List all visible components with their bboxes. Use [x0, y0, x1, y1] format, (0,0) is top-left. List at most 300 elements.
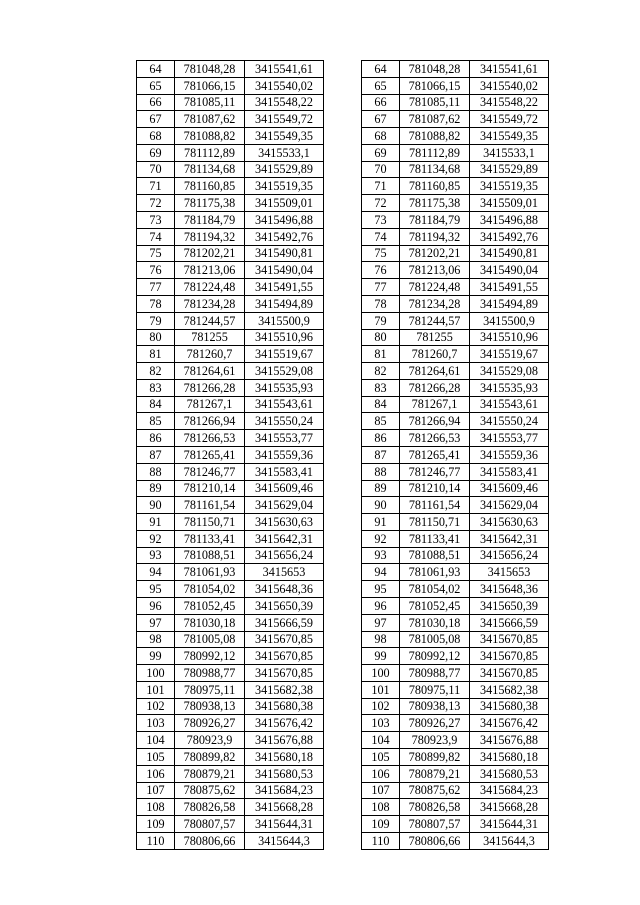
x-coordinate-cell: 781194,32	[175, 228, 245, 245]
x-coordinate-cell: 781048,28	[400, 61, 470, 78]
x-coordinate-cell: 781030,18	[400, 614, 470, 631]
x-coordinate-cell: 781052,45	[175, 598, 245, 615]
y-coordinate-cell: 3415509,01	[470, 195, 549, 212]
table-row	[137, 279, 324, 296]
y-coordinate-cell: 3415529,89	[470, 161, 549, 178]
point-number-cell: 74	[362, 228, 400, 245]
y-coordinate-cell: 3415656,24	[245, 547, 324, 564]
table-row	[362, 396, 549, 413]
point-number-cell: 110	[137, 832, 175, 849]
table-row	[362, 446, 549, 463]
point-number-cell: 87	[137, 446, 175, 463]
y-coordinate-cell: 3415533,1	[470, 144, 549, 161]
table-row	[137, 497, 324, 514]
point-number-cell: 103	[362, 715, 400, 732]
x-coordinate-cell: 780875,62	[175, 782, 245, 799]
x-coordinate-cell: 780975,11	[400, 681, 470, 698]
table-row	[362, 698, 549, 715]
y-coordinate-cell: 3415666,59	[470, 614, 549, 631]
table-row	[137, 312, 324, 329]
x-coordinate-cell: 780992,12	[175, 648, 245, 665]
table-row	[362, 514, 549, 531]
x-coordinate-cell: 780988,77	[175, 665, 245, 682]
table-row	[137, 128, 324, 145]
point-number-cell: 65	[137, 77, 175, 94]
y-coordinate-cell: 3415670,85	[470, 648, 549, 665]
y-coordinate-cell: 3415583,41	[245, 463, 324, 480]
coordinates-table-right	[361, 60, 549, 850]
x-coordinate-cell: 781160,85	[400, 178, 470, 195]
y-coordinate-cell: 3415676,42	[245, 715, 324, 732]
y-coordinate-cell: 3415519,35	[470, 178, 549, 195]
point-number-cell: 78	[137, 295, 175, 312]
point-number-cell: 100	[137, 665, 175, 682]
y-coordinate-cell: 3415629,04	[245, 497, 324, 514]
y-coordinate-cell: 3415541,61	[245, 61, 324, 78]
table-row	[362, 245, 549, 262]
x-coordinate-cell: 781085,11	[400, 94, 470, 111]
point-number-cell: 87	[362, 446, 400, 463]
x-coordinate-cell: 780826,58	[400, 799, 470, 816]
table-row	[137, 262, 324, 279]
x-coordinate-cell: 781224,48	[175, 279, 245, 296]
x-coordinate-cell: 781266,94	[400, 413, 470, 430]
x-coordinate-cell: 780938,13	[175, 698, 245, 715]
x-coordinate-cell: 781266,28	[175, 379, 245, 396]
point-number-cell: 71	[362, 178, 400, 195]
table-row	[137, 581, 324, 598]
y-coordinate-cell: 3415680,38	[470, 698, 549, 715]
table-row	[362, 212, 549, 229]
x-coordinate-cell: 781260,7	[400, 346, 470, 363]
point-number-cell: 107	[362, 782, 400, 799]
table-row	[362, 77, 549, 94]
x-coordinate-cell: 781133,41	[400, 530, 470, 547]
y-coordinate-cell: 3415684,23	[245, 782, 324, 799]
point-number-cell: 79	[362, 312, 400, 329]
point-number-cell: 108	[137, 799, 175, 816]
point-number-cell: 92	[137, 530, 175, 547]
table-row	[137, 782, 324, 799]
y-coordinate-cell: 3415670,85	[245, 665, 324, 682]
table-row	[362, 379, 549, 396]
x-coordinate-cell: 781088,82	[400, 128, 470, 145]
point-number-cell: 77	[137, 279, 175, 296]
point-number-cell: 92	[362, 530, 400, 547]
point-number-cell: 94	[362, 564, 400, 581]
y-coordinate-cell: 3415629,04	[470, 497, 549, 514]
table-row	[362, 732, 549, 749]
y-coordinate-cell: 3415670,85	[245, 648, 324, 665]
table-row	[362, 346, 549, 363]
y-coordinate-cell: 3415540,02	[470, 77, 549, 94]
x-coordinate-cell: 781213,06	[400, 262, 470, 279]
point-number-cell: 88	[362, 463, 400, 480]
point-number-cell: 78	[362, 295, 400, 312]
y-coordinate-cell: 3415510,96	[245, 329, 324, 346]
y-coordinate-cell: 3415559,36	[245, 446, 324, 463]
table-row	[137, 698, 324, 715]
y-coordinate-cell: 3415648,36	[470, 581, 549, 598]
table-row	[362, 681, 549, 698]
table-row	[362, 665, 549, 682]
point-number-cell: 70	[137, 161, 175, 178]
point-number-cell: 84	[137, 396, 175, 413]
point-number-cell: 73	[362, 212, 400, 229]
y-coordinate-cell: 3415490,04	[470, 262, 549, 279]
x-coordinate-cell: 781054,02	[400, 581, 470, 598]
x-coordinate-cell: 780975,11	[175, 681, 245, 698]
table-row	[137, 212, 324, 229]
y-coordinate-cell: 3415500,9	[470, 312, 549, 329]
x-coordinate-cell: 780807,57	[400, 816, 470, 833]
table-row	[362, 497, 549, 514]
y-coordinate-cell: 3415529,89	[245, 161, 324, 178]
point-number-cell: 96	[362, 598, 400, 615]
point-number-cell: 86	[137, 430, 175, 447]
table-row	[137, 363, 324, 380]
y-coordinate-cell: 3415680,53	[470, 765, 549, 782]
y-coordinate-cell: 3415549,72	[245, 111, 324, 128]
x-coordinate-cell: 781255	[400, 329, 470, 346]
table-row	[137, 799, 324, 816]
point-number-cell: 71	[137, 178, 175, 195]
x-coordinate-cell: 781265,41	[400, 446, 470, 463]
point-number-cell: 81	[137, 346, 175, 363]
table-row	[137, 598, 324, 615]
table-row	[362, 631, 549, 648]
y-coordinate-cell: 3415491,55	[470, 279, 549, 296]
point-number-cell: 106	[362, 765, 400, 782]
x-coordinate-cell: 780988,77	[400, 665, 470, 682]
x-coordinate-cell: 781134,68	[175, 161, 245, 178]
y-coordinate-cell: 3415680,18	[245, 749, 324, 766]
point-number-cell: 73	[137, 212, 175, 229]
y-coordinate-cell: 3415549,35	[245, 128, 324, 145]
table-row	[137, 413, 324, 430]
point-number-cell: 68	[362, 128, 400, 145]
table-row	[362, 329, 549, 346]
table-row	[362, 782, 549, 799]
table-row	[362, 564, 549, 581]
table-row	[137, 514, 324, 531]
table-row	[137, 446, 324, 463]
table-row	[362, 144, 549, 161]
y-coordinate-cell: 3415656,24	[470, 547, 549, 564]
x-coordinate-cell: 781264,61	[175, 363, 245, 380]
y-coordinate-cell: 3415519,67	[470, 346, 549, 363]
table-row	[362, 765, 549, 782]
x-coordinate-cell: 781134,68	[400, 161, 470, 178]
y-coordinate-cell: 3415682,38	[470, 681, 549, 698]
x-coordinate-cell: 781061,93	[400, 564, 470, 581]
y-coordinate-cell: 3415549,35	[470, 128, 549, 145]
point-number-cell: 108	[362, 799, 400, 816]
x-coordinate-cell: 780938,13	[400, 698, 470, 715]
x-coordinate-cell: 781184,79	[400, 212, 470, 229]
table-row	[137, 614, 324, 631]
point-number-cell: 64	[362, 61, 400, 78]
y-coordinate-cell: 3415644,31	[470, 816, 549, 833]
x-coordinate-cell: 781210,14	[400, 480, 470, 497]
y-coordinate-cell: 3415550,24	[470, 413, 549, 430]
x-coordinate-cell: 781112,89	[400, 144, 470, 161]
y-coordinate-cell: 3415559,36	[470, 446, 549, 463]
table-row	[362, 648, 549, 665]
y-coordinate-cell: 3415533,1	[245, 144, 324, 161]
table-row	[137, 61, 324, 78]
x-coordinate-cell: 781246,77	[400, 463, 470, 480]
y-coordinate-cell: 3415496,88	[245, 212, 324, 229]
point-number-cell: 97	[137, 614, 175, 631]
point-number-cell: 85	[362, 413, 400, 430]
point-number-cell: 110	[362, 832, 400, 849]
x-coordinate-cell: 781161,54	[175, 497, 245, 514]
x-coordinate-cell: 781005,08	[175, 631, 245, 648]
y-coordinate-cell: 3415630,63	[245, 514, 324, 531]
y-coordinate-cell: 3415670,85	[245, 631, 324, 648]
table-row	[362, 295, 549, 312]
table-row	[362, 111, 549, 128]
y-coordinate-cell: 3415684,23	[470, 782, 549, 799]
y-coordinate-cell: 3415509,01	[245, 195, 324, 212]
point-number-cell: 75	[362, 245, 400, 262]
table-row	[137, 346, 324, 363]
table-row	[362, 480, 549, 497]
table-row	[362, 413, 549, 430]
point-number-cell: 76	[137, 262, 175, 279]
y-coordinate-cell: 3415494,89	[245, 295, 324, 312]
table-row	[362, 799, 549, 816]
table-row	[137, 765, 324, 782]
y-coordinate-cell: 3415548,22	[245, 94, 324, 111]
x-coordinate-cell: 781088,51	[400, 547, 470, 564]
y-coordinate-cell: 3415494,89	[470, 295, 549, 312]
x-coordinate-cell: 781112,89	[175, 144, 245, 161]
y-coordinate-cell: 3415529,08	[245, 363, 324, 380]
y-coordinate-cell: 3415543,61	[245, 396, 324, 413]
y-coordinate-cell: 3415490,81	[470, 245, 549, 262]
y-coordinate-cell: 3415668,28	[470, 799, 549, 816]
x-coordinate-cell: 780875,62	[400, 782, 470, 799]
x-coordinate-cell: 781266,53	[400, 430, 470, 447]
y-coordinate-cell: 3415609,46	[470, 480, 549, 497]
y-coordinate-cell: 3415680,18	[470, 749, 549, 766]
y-coordinate-cell: 3415644,31	[245, 816, 324, 833]
table-row	[362, 832, 549, 849]
point-number-cell: 106	[137, 765, 175, 782]
table-row	[362, 279, 549, 296]
table-row	[362, 228, 549, 245]
table-row	[362, 61, 549, 78]
table-row	[362, 128, 549, 145]
table-row	[137, 530, 324, 547]
point-number-cell: 95	[362, 581, 400, 598]
point-number-cell: 80	[137, 329, 175, 346]
table-row	[137, 681, 324, 698]
point-number-cell: 85	[137, 413, 175, 430]
table-row	[362, 178, 549, 195]
point-number-cell: 91	[362, 514, 400, 531]
x-coordinate-cell: 780926,27	[175, 715, 245, 732]
point-number-cell: 109	[137, 816, 175, 833]
point-number-cell: 69	[362, 144, 400, 161]
y-coordinate-cell: 3415676,88	[245, 732, 324, 749]
point-number-cell: 84	[362, 396, 400, 413]
point-number-cell: 93	[137, 547, 175, 564]
table-row	[137, 547, 324, 564]
y-coordinate-cell: 3415670,85	[470, 631, 549, 648]
y-coordinate-cell: 3415680,53	[245, 765, 324, 782]
table-row	[137, 396, 324, 413]
y-coordinate-cell: 3415535,93	[245, 379, 324, 396]
table-row	[362, 161, 549, 178]
table-row	[137, 480, 324, 497]
y-coordinate-cell: 3415492,76	[470, 228, 549, 245]
x-coordinate-cell: 780806,66	[400, 832, 470, 849]
x-coordinate-cell: 780879,21	[400, 765, 470, 782]
x-coordinate-cell: 781266,94	[175, 413, 245, 430]
table-row	[137, 379, 324, 396]
y-coordinate-cell: 3415680,38	[245, 698, 324, 715]
y-coordinate-cell: 3415543,61	[470, 396, 549, 413]
point-number-cell: 72	[362, 195, 400, 212]
point-number-cell: 68	[137, 128, 175, 145]
x-coordinate-cell: 780879,21	[175, 765, 245, 782]
x-coordinate-cell: 781234,28	[400, 295, 470, 312]
point-number-cell: 89	[137, 480, 175, 497]
table-row	[137, 749, 324, 766]
point-number-cell: 99	[362, 648, 400, 665]
point-number-cell: 90	[137, 497, 175, 514]
y-coordinate-cell: 3415549,72	[470, 111, 549, 128]
x-coordinate-cell: 781088,51	[175, 547, 245, 564]
y-coordinate-cell: 3415648,36	[245, 581, 324, 598]
x-coordinate-cell: 781150,71	[175, 514, 245, 531]
y-coordinate-cell: 3415653	[245, 564, 324, 581]
table-row	[137, 228, 324, 245]
table-row	[137, 77, 324, 94]
point-number-cell: 97	[362, 614, 400, 631]
table-row	[362, 262, 549, 279]
x-coordinate-cell: 781087,62	[400, 111, 470, 128]
table-row	[137, 111, 324, 128]
point-number-cell: 66	[137, 94, 175, 111]
table-row	[137, 245, 324, 262]
point-number-cell: 64	[137, 61, 175, 78]
x-coordinate-cell: 780899,82	[175, 749, 245, 766]
point-number-cell: 107	[137, 782, 175, 799]
point-number-cell: 72	[137, 195, 175, 212]
table-row	[362, 547, 549, 564]
point-number-cell: 75	[137, 245, 175, 262]
x-coordinate-cell: 781030,18	[175, 614, 245, 631]
table-row	[137, 463, 324, 480]
x-coordinate-cell: 781160,85	[175, 178, 245, 195]
table-row	[137, 94, 324, 111]
y-coordinate-cell: 3415682,38	[245, 681, 324, 698]
x-coordinate-cell: 781175,38	[400, 195, 470, 212]
table-row	[137, 564, 324, 581]
table-row	[362, 581, 549, 598]
x-coordinate-cell: 781246,77	[175, 463, 245, 480]
table-row	[137, 648, 324, 665]
x-coordinate-cell: 780826,58	[175, 799, 245, 816]
point-number-cell: 104	[362, 732, 400, 749]
point-number-cell: 105	[362, 749, 400, 766]
point-number-cell: 95	[137, 581, 175, 598]
point-number-cell: 65	[362, 77, 400, 94]
table-row	[137, 631, 324, 648]
point-number-cell: 99	[137, 648, 175, 665]
x-coordinate-cell: 781054,02	[175, 581, 245, 598]
x-coordinate-cell: 781234,28	[175, 295, 245, 312]
x-coordinate-cell: 780923,9	[400, 732, 470, 749]
table-row	[362, 312, 549, 329]
x-coordinate-cell: 781255	[175, 329, 245, 346]
point-number-cell: 98	[137, 631, 175, 648]
y-coordinate-cell: 3415668,28	[245, 799, 324, 816]
point-number-cell: 67	[137, 111, 175, 128]
point-number-cell: 86	[362, 430, 400, 447]
table-row	[362, 530, 549, 547]
x-coordinate-cell: 781052,45	[400, 598, 470, 615]
y-coordinate-cell: 3415644,3	[245, 832, 324, 849]
x-coordinate-cell: 781066,15	[400, 77, 470, 94]
x-coordinate-cell: 781244,57	[400, 312, 470, 329]
y-coordinate-cell: 3415510,96	[470, 329, 549, 346]
y-coordinate-cell: 3415496,88	[470, 212, 549, 229]
point-number-cell: 76	[362, 262, 400, 279]
point-number-cell: 82	[137, 363, 175, 380]
x-coordinate-cell: 780807,57	[175, 816, 245, 833]
table-row	[362, 363, 549, 380]
x-coordinate-cell: 781048,28	[175, 61, 245, 78]
point-number-cell: 77	[362, 279, 400, 296]
y-coordinate-cell: 3415491,55	[245, 279, 324, 296]
table-row	[362, 463, 549, 480]
x-coordinate-cell: 781133,41	[175, 530, 245, 547]
table-row	[137, 329, 324, 346]
x-coordinate-cell: 781265,41	[175, 446, 245, 463]
y-coordinate-cell: 3415500,9	[245, 312, 324, 329]
point-number-cell: 90	[362, 497, 400, 514]
point-number-cell: 74	[137, 228, 175, 245]
table-row	[362, 94, 549, 111]
x-coordinate-cell: 781264,61	[400, 363, 470, 380]
point-number-cell: 83	[362, 379, 400, 396]
table-row	[362, 195, 549, 212]
point-number-cell: 70	[362, 161, 400, 178]
table-row	[137, 816, 324, 833]
table-row	[137, 732, 324, 749]
x-coordinate-cell: 781267,1	[175, 396, 245, 413]
y-coordinate-cell: 3415650,39	[245, 598, 324, 615]
point-number-cell: 81	[362, 346, 400, 363]
table-row	[362, 816, 549, 833]
x-coordinate-cell: 780926,27	[400, 715, 470, 732]
y-coordinate-cell: 3415519,35	[245, 178, 324, 195]
x-coordinate-cell: 781194,32	[400, 228, 470, 245]
x-coordinate-cell: 780992,12	[400, 648, 470, 665]
y-coordinate-cell: 3415642,31	[470, 530, 549, 547]
point-number-cell: 83	[137, 379, 175, 396]
y-coordinate-cell: 3415541,61	[470, 61, 549, 78]
y-coordinate-cell: 3415535,93	[470, 379, 549, 396]
coordinates-table-left	[136, 60, 324, 850]
x-coordinate-cell: 781184,79	[175, 212, 245, 229]
y-coordinate-cell: 3415490,04	[245, 262, 324, 279]
